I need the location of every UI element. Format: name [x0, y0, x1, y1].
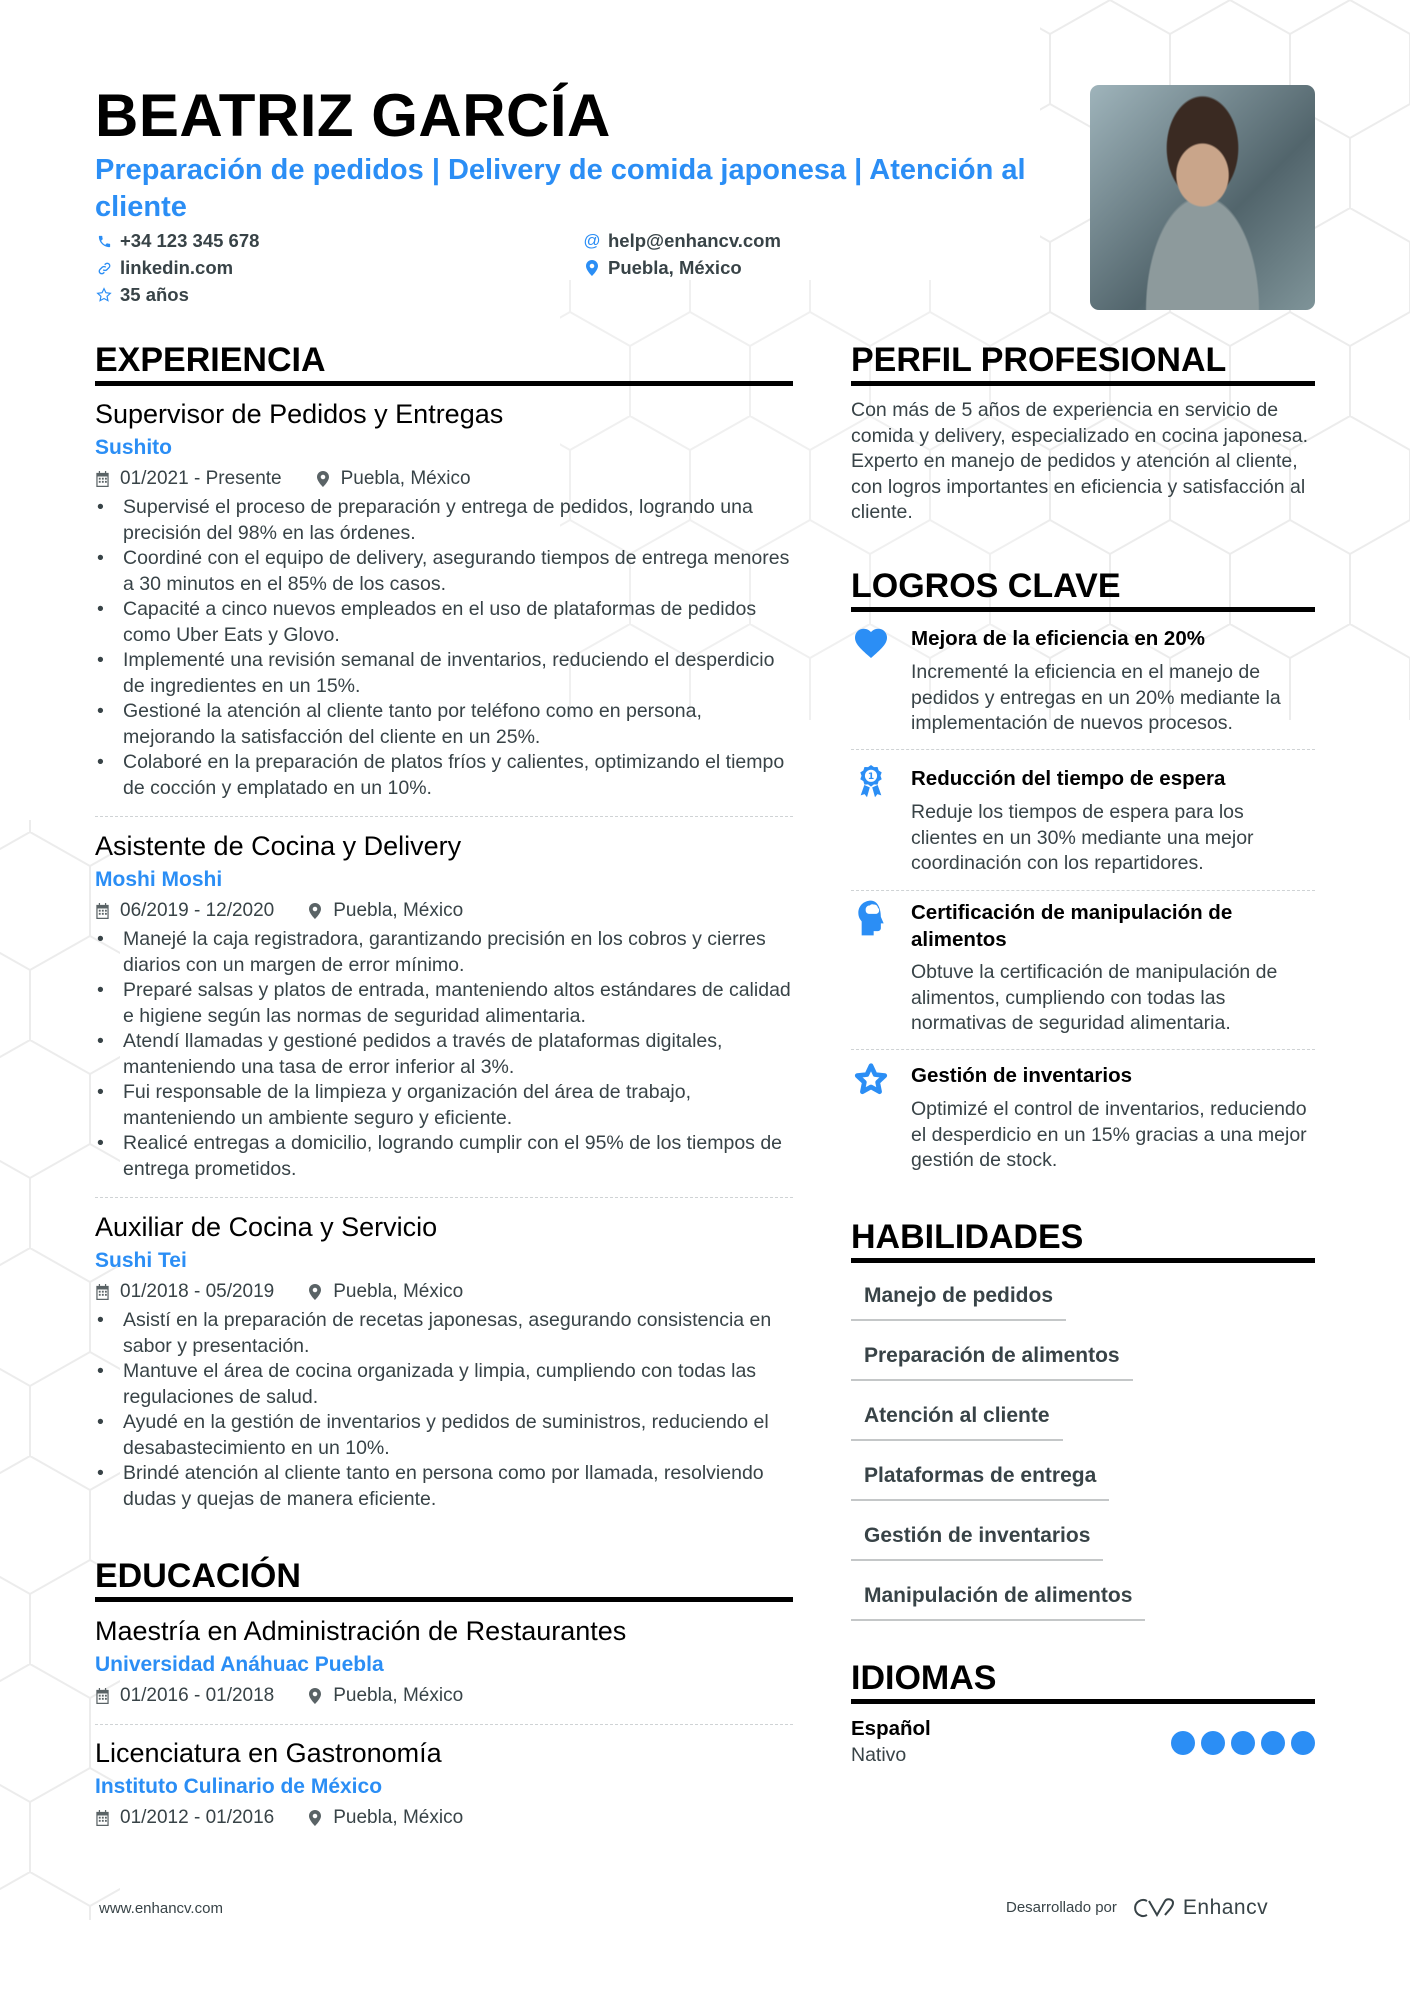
- location-pin-icon: [308, 1810, 324, 1826]
- achievement-item: [851, 899, 1315, 1037]
- job-bullets: [95, 927, 795, 1182]
- bullet: • Asistí en la preparación de recetas japonesas, asegurando consistencia en sabor y presentación.: [95, 1308, 795, 1359]
- proficiency-dot: [1201, 1731, 1225, 1755]
- job-title: Asistente de Cocina y Delivery: [95, 831, 462, 861]
- achievement-title: Gestión de inventarios: [911, 1064, 1132, 1087]
- bullet: • Coordiné con el equipo de delivery, asegurando tiempos de entrega menores a 30 minutos en el 85% de los casos.: [95, 546, 795, 597]
- skill-tag: Manejo de pedidos: [851, 1282, 1066, 1321]
- education-dates: 01/2016 - 01/2018: [120, 1685, 275, 1706]
- bullet: • Mantuve el área de cocina organizada y limpia, cumpliendo con todas las regulaciones de salud.: [95, 1359, 795, 1410]
- job-dates: 01/2021 - Presente: [120, 468, 282, 489]
- bullet: • Manejé la caja registradora, garantizando precisión en los cobros y cierres diarios con un margen de error mínimo.: [95, 927, 795, 978]
- section-rule: [95, 1597, 793, 1602]
- languages-section: [851, 1658, 1315, 1704]
- bullet: • Brindé atención al cliente tanto en persona como por llamada, resolviendo dudas y quejas de manera eficiente.: [95, 1461, 795, 1512]
- school-name: Universidad Anáhuac Puebla: [95, 1653, 384, 1676]
- divider: [851, 1049, 1315, 1050]
- divider: [95, 1197, 793, 1198]
- contact-location: [583, 256, 742, 280]
- section-rule: [95, 381, 793, 386]
- achievement-item: [851, 1062, 1315, 1174]
- job-location: Puebla, México: [333, 1281, 464, 1302]
- achievement-desc: Reduje los tiempos de espera para los clientes en un 30% mediante una mejor coordinación con los repartidores.: [911, 801, 1254, 874]
- contact-phone: [95, 229, 259, 253]
- bullet: • Ayudé en la gestión de inventarios y pedidos de suministros, reduciendo el desabastecimiento en un 10%.: [95, 1410, 795, 1461]
- job-title: Supervisor de Pedidos y Entregas: [95, 399, 504, 429]
- education-entry: [95, 1737, 793, 1830]
- skill-tag: Manipulación de alimentos: [851, 1582, 1145, 1621]
- footer-website[interactable]: www.enhancv.com: [99, 1900, 223, 1917]
- company-name: Sushito: [95, 436, 172, 459]
- achievement-item: [851, 765, 1315, 877]
- job-meta: [95, 467, 793, 491]
- profile-heading: PERFIL PROFESIONAL: [851, 341, 1227, 379]
- degree: Licenciatura en Gastronomía: [95, 1738, 442, 1768]
- job-dates: 06/2019 - 12/2020: [120, 900, 275, 921]
- bullet: • Realicé entregas a domicilio, logrando cumplir con el 95% de los tiempos de entrega prometidos.: [95, 1131, 795, 1182]
- language-name: Español: [851, 1717, 931, 1740]
- achievement-title: Certificación de manipulación de alimentos: [911, 901, 1233, 951]
- award-ribbon-icon: [851, 765, 891, 801]
- proficiency-dot: [1291, 1731, 1315, 1755]
- footer-powered-by: [1006, 1896, 1268, 1920]
- profile-section: [851, 340, 1315, 526]
- job-meta: [95, 1280, 793, 1304]
- bullet: • Supervisé el proceso de preparación y entrega de pedidos, logrando una precisión del 98% en las órdenes.: [95, 495, 795, 546]
- education-location: Puebla, México: [333, 1685, 464, 1706]
- skills-heading: HABILIDADES: [851, 1218, 1084, 1256]
- at-icon: @: [583, 231, 601, 250]
- divider: [851, 749, 1315, 750]
- email-text[interactable]: help@enhancv.com: [608, 230, 781, 251]
- proficiency-dot: [1231, 1731, 1255, 1755]
- section-rule: [851, 1258, 1315, 1263]
- section-rule: [851, 1699, 1315, 1704]
- heart-icon: [851, 625, 891, 661]
- proficiency-dots: [1165, 1723, 1315, 1760]
- education-section: [95, 1556, 793, 1602]
- job-bullets: [95, 495, 795, 801]
- education-entry: [95, 1615, 793, 1708]
- skills-section: [851, 1217, 1315, 1263]
- achievement-title: Mejora de la eficiencia en 20%: [911, 627, 1205, 650]
- bullet: • Implementé una revisión semanal de inventarios, reduciendo el desperdicio de ingredientes en un 15%.: [95, 648, 795, 699]
- contact-email[interactable]: [583, 229, 781, 253]
- calendar-icon: [95, 471, 111, 487]
- enhancv-brand: Enhancv: [1182, 1896, 1269, 1919]
- language-level: Nativo: [851, 1744, 907, 1766]
- achievement-desc: Optimizé el control de inventarios, reduciendo el desperdicio en un 15% gracias a una mejor gestión de stock.: [911, 1098, 1307, 1171]
- job-dates: 01/2018 - 05/2019: [120, 1281, 275, 1302]
- phone-icon: [95, 232, 113, 250]
- experience-section: [95, 340, 793, 386]
- calendar-icon: [95, 1284, 111, 1300]
- powered-by-text: Desarrollado por: [1006, 1899, 1117, 1916]
- education-heading: EDUCACIÓN: [95, 1557, 301, 1595]
- education-meta: [95, 1806, 793, 1830]
- bullet: • Capacité a cinco nuevos empleados en el uso de plataformas de pedidos como Uber Eats y Glovo.: [95, 597, 795, 648]
- achievements-heading: LOGROS CLAVE: [851, 567, 1121, 605]
- achievement-title: Reducción del tiempo de espera: [911, 767, 1226, 790]
- bullet: • Preparé salsas y platos de entrada, manteniendo altos estándares de calidad e higiene según las normas de seguridad alimentaria.: [95, 978, 795, 1029]
- section-rule: [851, 381, 1315, 386]
- phone-text: +34 123 345 678: [120, 230, 260, 251]
- job-entry: [95, 398, 793, 801]
- skill-tag: Gestión de inventarios: [851, 1522, 1103, 1561]
- education-meta: [95, 1684, 793, 1708]
- link-icon: [95, 259, 113, 277]
- language-item: [851, 1715, 1315, 1768]
- education-location: Puebla, México: [333, 1807, 464, 1828]
- divider: [95, 1724, 793, 1725]
- proficiency-dot: [1171, 1731, 1195, 1755]
- job-entry: [95, 830, 793, 1182]
- bullet: • Colaboré en la preparación de platos fríos y calientes, optimizando el tiempo de cocción y emplatado en un 10%.: [95, 750, 795, 801]
- profile-photo: [1090, 85, 1315, 310]
- job-location: Puebla, México: [333, 900, 464, 921]
- calendar-icon: [95, 1810, 111, 1826]
- achievement-desc: Incrementé la eficiencia en el manejo de pedidos y entregas en un 20% mediante la implementación de nuevos procesos.: [911, 661, 1281, 734]
- contact-linkedin[interactable]: [95, 256, 233, 280]
- star-outline-icon: [95, 286, 113, 304]
- job-meta: [95, 899, 793, 923]
- calendar-icon: [95, 903, 111, 919]
- job-entry: [95, 1211, 793, 1512]
- candidate-name: BEATRIZ GARCÍA: [95, 82, 611, 149]
- achievement-desc: Obtuve la certificación de manipulación de alimentos, cumpliendo con todas las normativas de seguridad alimentaria.: [911, 961, 1278, 1034]
- bullet: • Atendí llamadas y gestioné pedidos a través de plataformas digitales, manteniendo una tasa de error inferior al 3%.: [95, 1029, 795, 1080]
- divider: [851, 890, 1315, 891]
- skill-tag: Preparación de alimentos: [851, 1342, 1133, 1381]
- languages-heading: IDIOMAS: [851, 1659, 997, 1697]
- education-dates: 01/2012 - 01/2016: [120, 1807, 275, 1828]
- company-name: Sushi Tei: [95, 1249, 187, 1272]
- job-location: Puebla, México: [340, 468, 471, 489]
- achievement-item: [851, 625, 1315, 737]
- proficiency-dot: [1261, 1731, 1285, 1755]
- enhancv-logo-icon: [1129, 1896, 1175, 1920]
- degree: Maestría en Administración de Restaurantes: [95, 1616, 627, 1646]
- location-pin-icon: [583, 259, 601, 277]
- location-pin-icon: [308, 1688, 324, 1704]
- headline: Preparación de pedidos | Delivery de comida japonesa | Atención al cliente: [95, 154, 1026, 223]
- location-pin-icon: [308, 1284, 324, 1300]
- location-text: Puebla, México: [608, 257, 742, 278]
- bullet: • Fui responsable de la limpieza y organización del área de trabajo, manteniendo un ambiente seguro y eficiente.: [95, 1080, 795, 1131]
- company-name: Moshi Moshi: [95, 868, 223, 891]
- star-icon: [851, 1062, 891, 1098]
- achievements-section: [851, 566, 1315, 612]
- contact-age: [95, 283, 189, 307]
- linkedin-text[interactable]: linkedin.com: [120, 257, 234, 278]
- job-bullets: [95, 1308, 795, 1512]
- svg-text:1: 1: [867, 772, 875, 783]
- skills-list: [851, 1282, 1315, 1642]
- divider: [95, 816, 793, 817]
- school-name: Instituto Culinario de México: [95, 1775, 383, 1798]
- skill-tag: Atención al cliente: [851, 1402, 1063, 1441]
- head-brain-icon: [851, 899, 891, 935]
- location-pin-icon: [316, 471, 332, 487]
- bullet: • Gestioné la atención al cliente tanto por teléfono como en persona, mejorando la satisfacción del cliente en un 25%.: [95, 699, 795, 750]
- section-rule: [851, 607, 1315, 612]
- calendar-icon: [95, 1688, 111, 1704]
- job-title: Auxiliar de Cocina y Servicio: [95, 1212, 438, 1242]
- location-pin-icon: [308, 903, 324, 919]
- skill-tag: Plataformas de entrega: [851, 1462, 1109, 1501]
- profile-summary: Con más de 5 años de experiencia en servicio de comida y delivery, especializado en cocina japonesa. Experto en manejo de pedidos y atención al cliente, con logros importantes en eficiencia y satisfacción al cliente.: [851, 399, 1309, 523]
- experience-heading: EXPERIENCIA: [95, 341, 326, 379]
- age-text: 35 años: [120, 284, 189, 305]
